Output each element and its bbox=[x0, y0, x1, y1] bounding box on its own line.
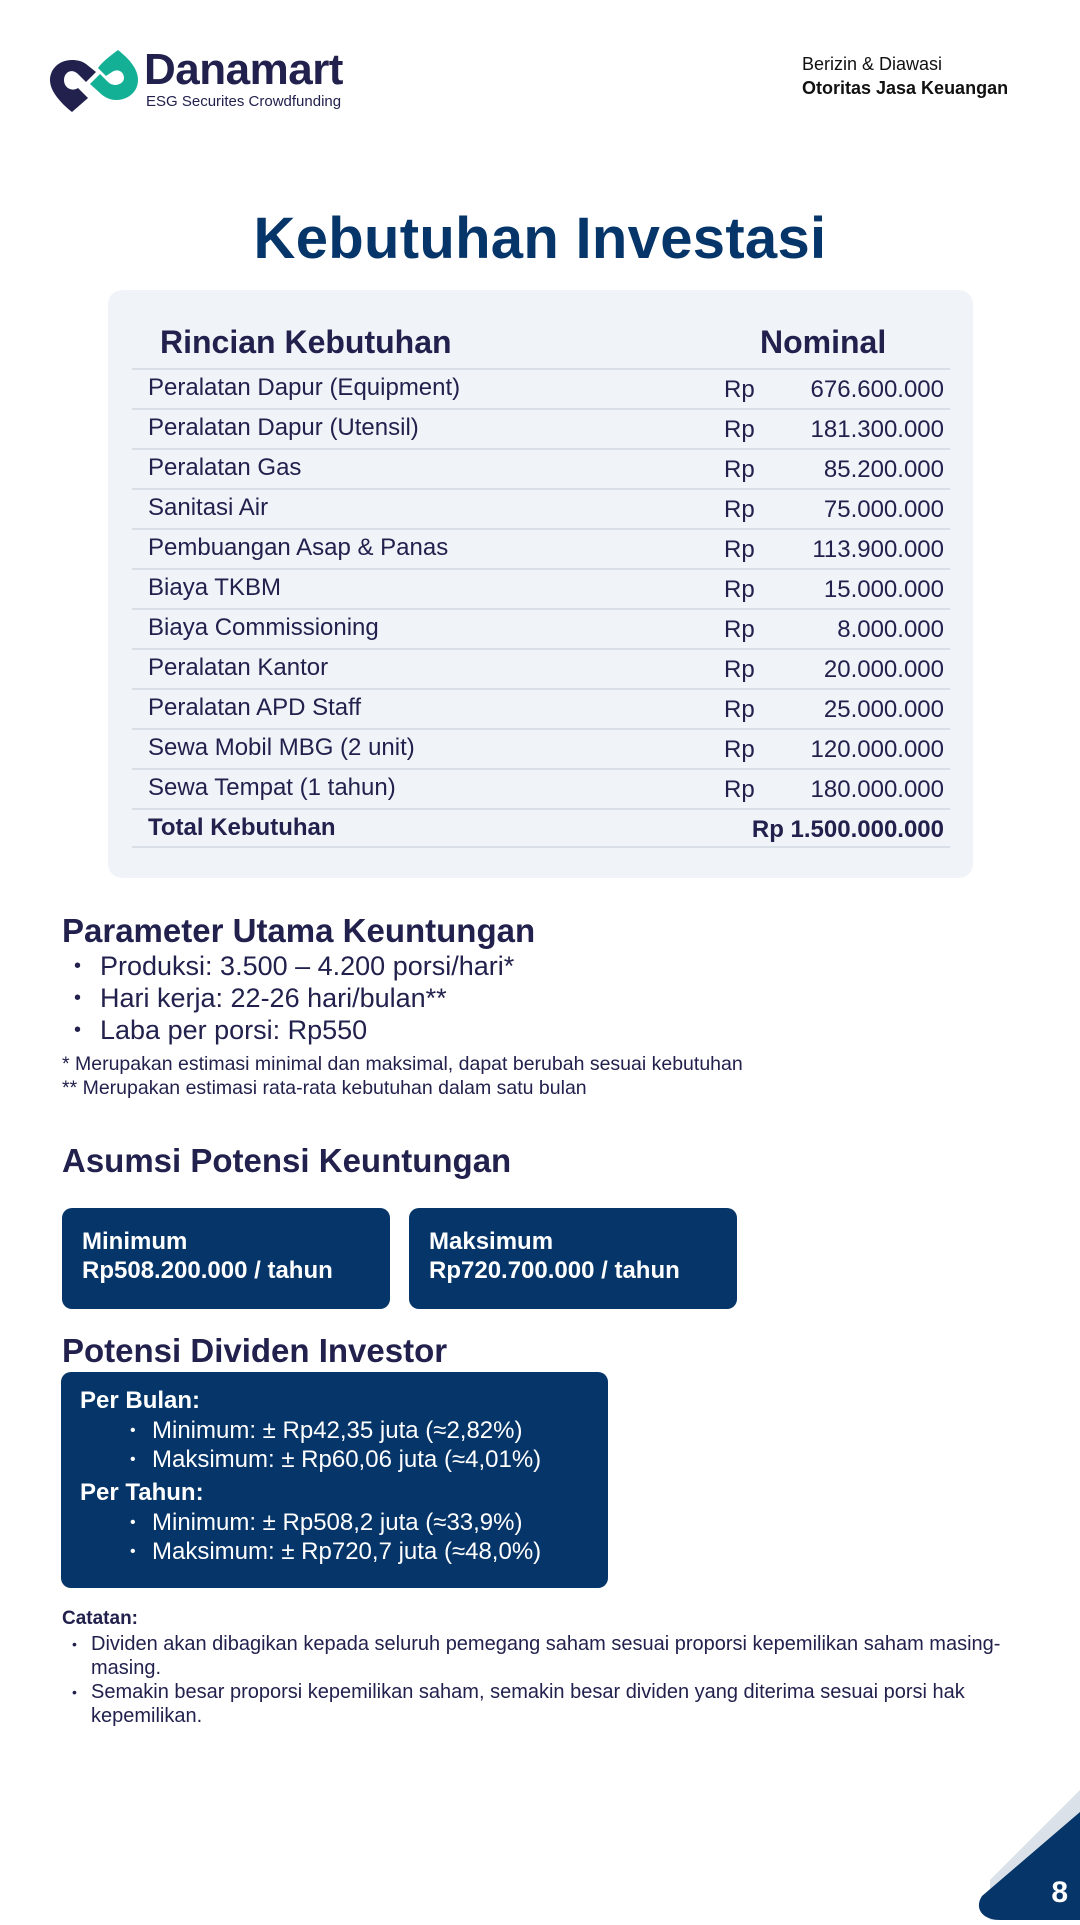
row-amount: 676.600.000 bbox=[810, 376, 944, 403]
parameter-item: • Hari kerja: 22-26 hari/bulan** bbox=[74, 982, 514, 1014]
dividend-item: • Minimum: ± Rp508,2 juta (≈33,9%) bbox=[130, 1508, 608, 1537]
row-item: Sewa Tempat (1 tahun) bbox=[148, 774, 396, 801]
row-currency: Rp bbox=[724, 456, 755, 483]
brand-name: Danamart bbox=[144, 45, 343, 94]
footnote: ** Merupakan estimasi rata-rata kebutuhan dalam satu bulan bbox=[62, 1077, 587, 1099]
profit-minimum-card bbox=[62, 1208, 390, 1309]
row-item: Biaya TKBM bbox=[148, 574, 281, 601]
row-item: Peralatan Kantor bbox=[148, 654, 329, 681]
table-row bbox=[132, 528, 950, 568]
row-item: Sewa Mobil MBG (2 unit) bbox=[148, 734, 415, 761]
profit-minimum-label: Minimum bbox=[82, 1228, 188, 1255]
dividend-monthly-label: Per Bulan: bbox=[80, 1387, 201, 1414]
row-amount: 113.900.000 bbox=[812, 536, 944, 563]
note-item: • Dividen akan dibagikan kepada seluruh pemegang saham sesuai proporsi kepemilikan saham masing-masing. bbox=[72, 1632, 1012, 1680]
parameters-heading: Parameter Utama Keuntungan bbox=[62, 912, 536, 949]
notes-list bbox=[72, 1632, 1012, 1728]
profit-maximum-card bbox=[409, 1208, 737, 1309]
total-label: Total Kebutuhan bbox=[148, 814, 336, 841]
infinity-drop-logo-icon bbox=[48, 42, 140, 114]
row-amount: 15.000.000 bbox=[823, 576, 944, 603]
license-info bbox=[802, 52, 1040, 100]
row-item: Peralatan Dapur (Utensil) bbox=[148, 414, 419, 441]
table-header bbox=[108, 324, 973, 360]
table-row bbox=[132, 648, 950, 688]
column-header-item: Rincian Kebutuhan bbox=[160, 324, 452, 360]
table-row bbox=[132, 368, 950, 408]
table-row bbox=[132, 408, 950, 448]
investment-table bbox=[108, 290, 973, 878]
parameters-list bbox=[74, 950, 514, 1046]
dividend-item: • Maksimum: ± Rp60,06 juta (≈4,01%) bbox=[130, 1445, 608, 1474]
dividend-monthly-list bbox=[130, 1416, 608, 1474]
profit-maximum-value: Rp720.700.000 / tahun bbox=[429, 1257, 680, 1284]
row-currency: Rp bbox=[724, 656, 755, 683]
danamart-logo bbox=[48, 42, 343, 114]
table-row bbox=[132, 448, 950, 488]
table-row bbox=[132, 728, 950, 768]
row-currency: Rp bbox=[724, 416, 755, 443]
profit-assumption-heading: Asumsi Potensi Keuntungan bbox=[62, 1142, 512, 1179]
parameter-item: • Laba per porsi: Rp550 bbox=[74, 1014, 514, 1046]
column-header-amount: Nominal bbox=[760, 324, 887, 360]
row-item: Peralatan Gas bbox=[148, 454, 302, 481]
row-item: Peralatan Dapur (Equipment) bbox=[148, 374, 461, 401]
row-currency: Rp bbox=[724, 776, 755, 803]
row-amount: 180.000.000 bbox=[810, 776, 944, 803]
row-item: Peralatan APD Staff bbox=[148, 694, 362, 721]
row-amount: 181.300.000 bbox=[810, 416, 944, 443]
row-currency: Rp bbox=[724, 576, 755, 603]
parameters-footnotes bbox=[62, 1052, 743, 1100]
page-number: 8 bbox=[1051, 1876, 1068, 1909]
row-currency: Rp bbox=[724, 616, 755, 643]
dividend-card bbox=[61, 1372, 608, 1588]
license-line1: Berizin & Diawasi bbox=[802, 54, 943, 74]
table-row bbox=[132, 568, 950, 608]
dividend-yearly-list bbox=[130, 1508, 608, 1566]
row-currency: Rp bbox=[724, 696, 755, 723]
row-currency: Rp bbox=[724, 376, 755, 403]
profit-minimum-value: Rp508.200.000 / tahun bbox=[82, 1257, 333, 1284]
dividend-item: • Minimum: ± Rp42,35 juta (≈2,82%) bbox=[130, 1416, 608, 1445]
footnote: * Merupakan estimasi minimal dan maksimal, dapat berubah sesuai kebutuhan bbox=[62, 1053, 743, 1075]
row-item: Pembuangan Asap & Panas bbox=[148, 534, 449, 561]
table-row bbox=[132, 768, 950, 808]
row-amount: 120.000.000 bbox=[810, 736, 944, 763]
row-currency: Rp bbox=[724, 496, 755, 523]
page-header bbox=[48, 42, 1040, 122]
row-currency: Rp bbox=[724, 736, 755, 763]
row-amount: 85.200.000 bbox=[823, 456, 944, 483]
row-item: Sanitasi Air bbox=[148, 494, 269, 521]
dividend-item: • Maksimum: ± Rp720,7 juta (≈48,0%) bbox=[130, 1537, 608, 1566]
note-item: • Semakin besar proporsi kepemilikan saham, semakin besar dividen yang diterima sesuai porsi hak kepemilikan. bbox=[72, 1680, 1012, 1728]
row-amount: 75.000.000 bbox=[823, 496, 944, 523]
row-item: Biaya Commissioning bbox=[148, 614, 379, 641]
row-amount: 8.000.000 bbox=[837, 616, 944, 643]
profit-maximum-label: Maksimum bbox=[429, 1228, 554, 1255]
row-currency: Rp bbox=[724, 536, 755, 563]
dividend-heading: Potensi Dividen Investor bbox=[62, 1332, 448, 1369]
table-total-row bbox=[132, 808, 950, 848]
row-amount: 25.000.000 bbox=[823, 696, 944, 723]
page-title: Kebutuhan Investasi bbox=[253, 206, 827, 271]
brand-tagline: ESG Securites Crowdfunding bbox=[146, 93, 342, 110]
row-amount: 20.000.000 bbox=[823, 656, 944, 683]
parameter-item: • Produksi: 3.500 – 4.200 porsi/hari* bbox=[74, 950, 514, 982]
notes-heading: Catatan: bbox=[62, 1608, 139, 1629]
table-row bbox=[132, 608, 950, 648]
table-row bbox=[132, 488, 950, 528]
table-row bbox=[132, 688, 950, 728]
page-corner-decoration bbox=[970, 1790, 1080, 1920]
dividend-yearly-label: Per Tahun: bbox=[80, 1479, 204, 1506]
license-line2: Otoritas Jasa Keuangan bbox=[802, 78, 1009, 98]
total-amount: Rp 1.500.000.000 bbox=[751, 816, 944, 843]
